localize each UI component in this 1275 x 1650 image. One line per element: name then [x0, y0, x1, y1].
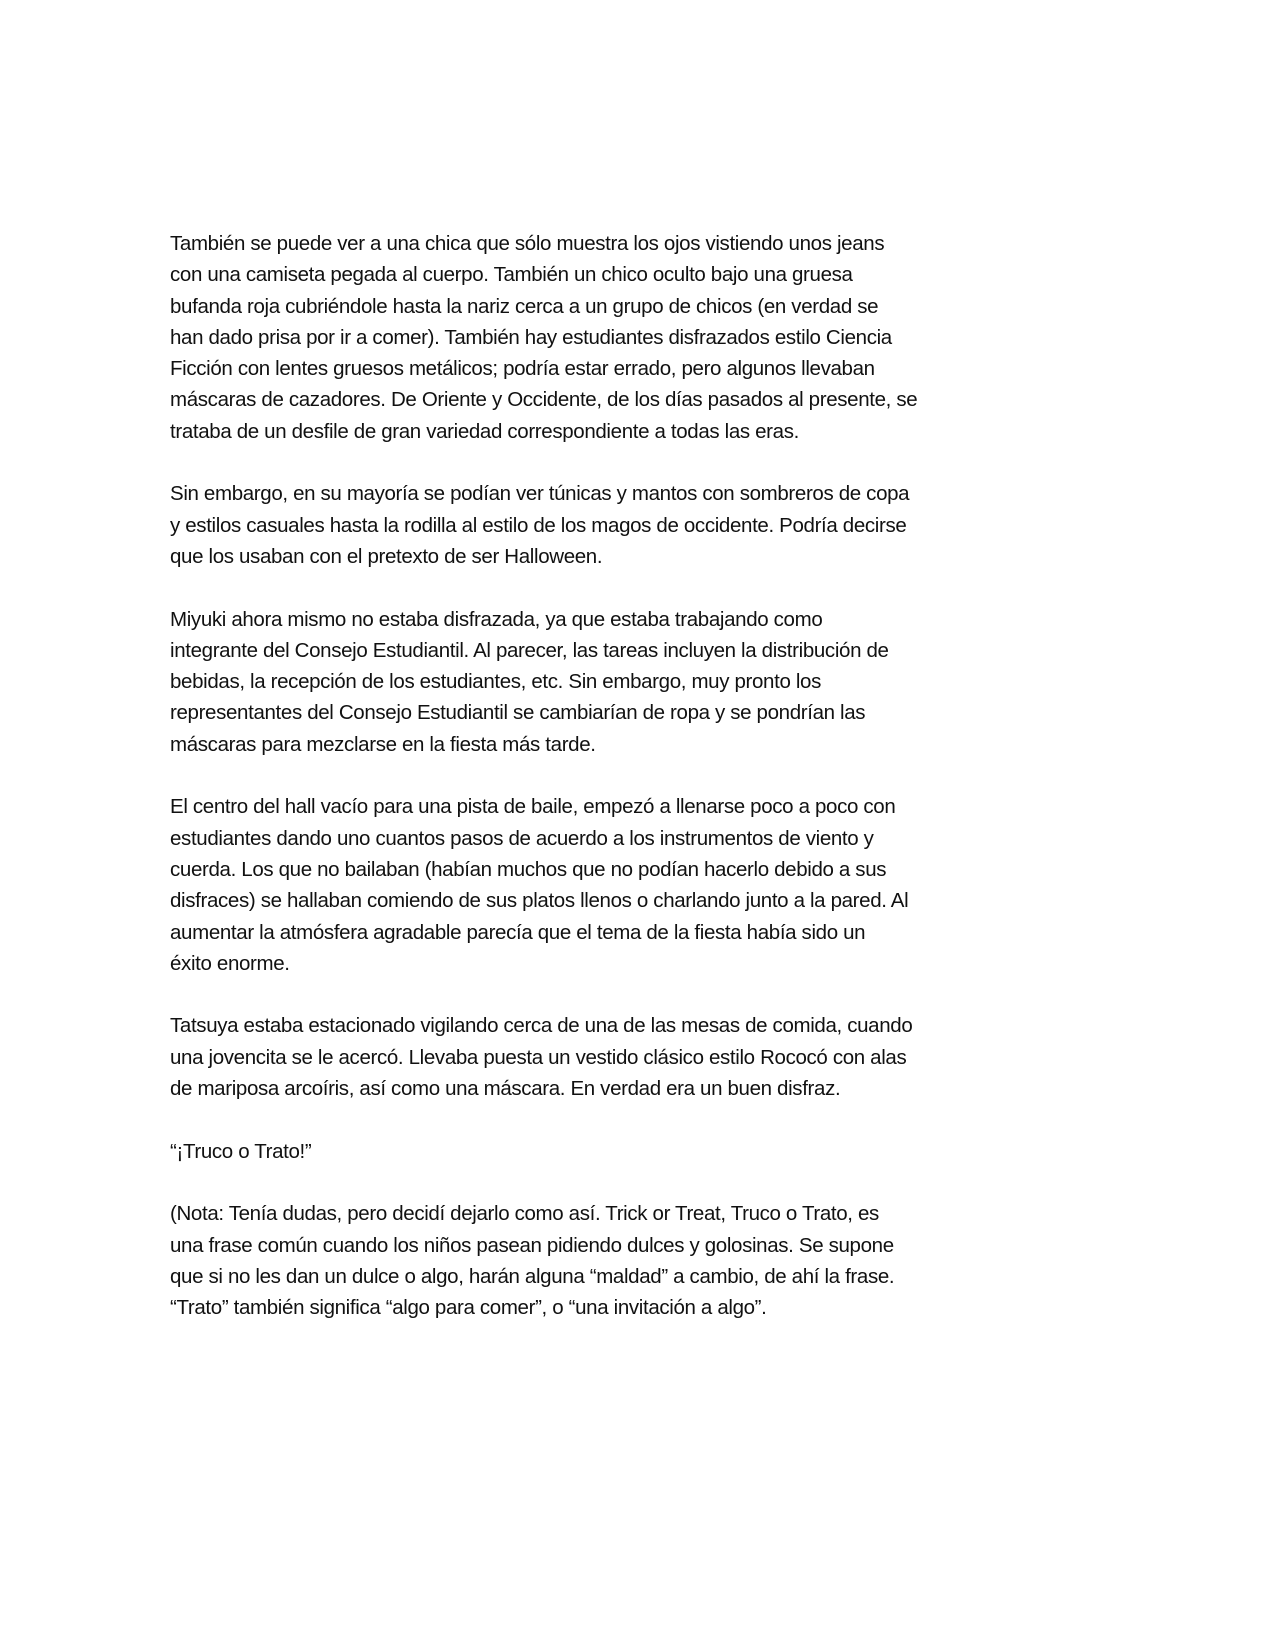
text-line: que si no les dan un dulce o algo, harán alguna “maldad” a cambio, de ahí la frase.: [170, 1264, 895, 1288]
text-line: “¡Truco o Trato!”: [170, 1139, 312, 1163]
document-body: [170, 228, 1070, 1355]
text-line: (Nota: Tenía dudas, pero decidí dejarlo como así. Trick or Treat, Truco o Trato, es: [170, 1202, 879, 1226]
text-line: una jovencita se le acercó. Llevaba puesta un vestido clásico estilo Rococó con alas: [170, 1045, 907, 1069]
text-line: estudiantes dando uno cuantos pasos de acuerdo a los instrumentos de viento y: [170, 826, 874, 850]
text-line: de mariposa arcoíris, así como una máscara. En verdad era un buen disfraz.: [170, 1077, 841, 1101]
text-line: “Trato” también significa “algo para comer”, o “una invitación a algo”.: [170, 1296, 767, 1320]
paragraph-miyuki: [170, 604, 1070, 760]
paragraph-dance-floor: [170, 791, 1070, 979]
text-line: El centro del hall vacío para una pista de baile, empezó a llenarse poco a poco con: [170, 795, 896, 819]
text-line: máscaras para mezclarse en la fiesta más tarde.: [170, 732, 596, 756]
text-line: Ficción con lentes gruesos metálicos; podría estar errado, pero algunos llevaban: [170, 357, 875, 381]
paragraph-costumes: [170, 228, 1070, 447]
text-line: bebidas, la recepción de los estudiantes, etc. Sin embargo, muy pronto los: [170, 670, 821, 694]
text-line: máscaras de cazadores. De Oriente y Occidente, de los días pasados al presente, se: [170, 388, 918, 412]
text-line: cuerda. Los que no bailaban (habían muchos que no podían hacerlo debido a sus: [170, 857, 887, 881]
text-line: una frase común cuando los niños pasean pidiendo dulces y golosinas. Se supone: [170, 1233, 894, 1257]
text-line: que los usaban con el pretexto de ser Halloween.: [170, 544, 603, 568]
text-line: trataba de un desfile de gran variedad correspondiente a todas las eras.: [170, 419, 799, 443]
text-line: integrante del Consejo Estudiantil. Al parecer, las tareas incluyen la distribución de: [170, 638, 889, 662]
text-line: También se puede ver a una chica que sólo muestra los ojos vistiendo unos jeans: [170, 232, 885, 255]
text-line: aumentar la atmósfera agradable parecía que el tema de la fiesta había sido un: [170, 920, 866, 944]
text-line: éxito enorme.: [170, 951, 290, 975]
text-line: bufanda roja cubriéndole hasta la nariz cerca a un grupo de chicos (en verdad se: [170, 294, 879, 318]
paragraph-translator-note: [170, 1198, 1070, 1323]
text-line: con una camiseta pegada al cuerpo. También un chico oculto bajo una gruesa: [170, 263, 853, 287]
text-line: representantes del Consejo Estudiantil se cambiarían de ropa y se pondrían las: [170, 701, 866, 725]
text-line: y estilos casuales hasta la rodilla al estilo de los magos de occidente. Podría decirse: [170, 513, 907, 537]
paragraph-tatsuya: [170, 1010, 1070, 1104]
text-line: han dado prisa por ir a comer). También hay estudiantes disfrazados estilo Ciencia: [170, 325, 892, 349]
text-line: Sin embargo, en su mayoría se podían ver túnicas y mantos con sombreros de copa: [170, 482, 910, 506]
paragraph-wizards: [170, 478, 1070, 572]
paragraph-dialogue: [170, 1136, 1070, 1167]
text-line: disfraces) se hallaban comiendo de sus platos llenos o charlando junto a la pared. Al: [170, 889, 909, 913]
text-line: Tatsuya estaba estacionado vigilando cerca de una de las mesas de comida, cuando: [170, 1014, 913, 1038]
text-line: Miyuki ahora mismo no estaba disfrazada, ya que estaba trabajando como: [170, 607, 823, 631]
